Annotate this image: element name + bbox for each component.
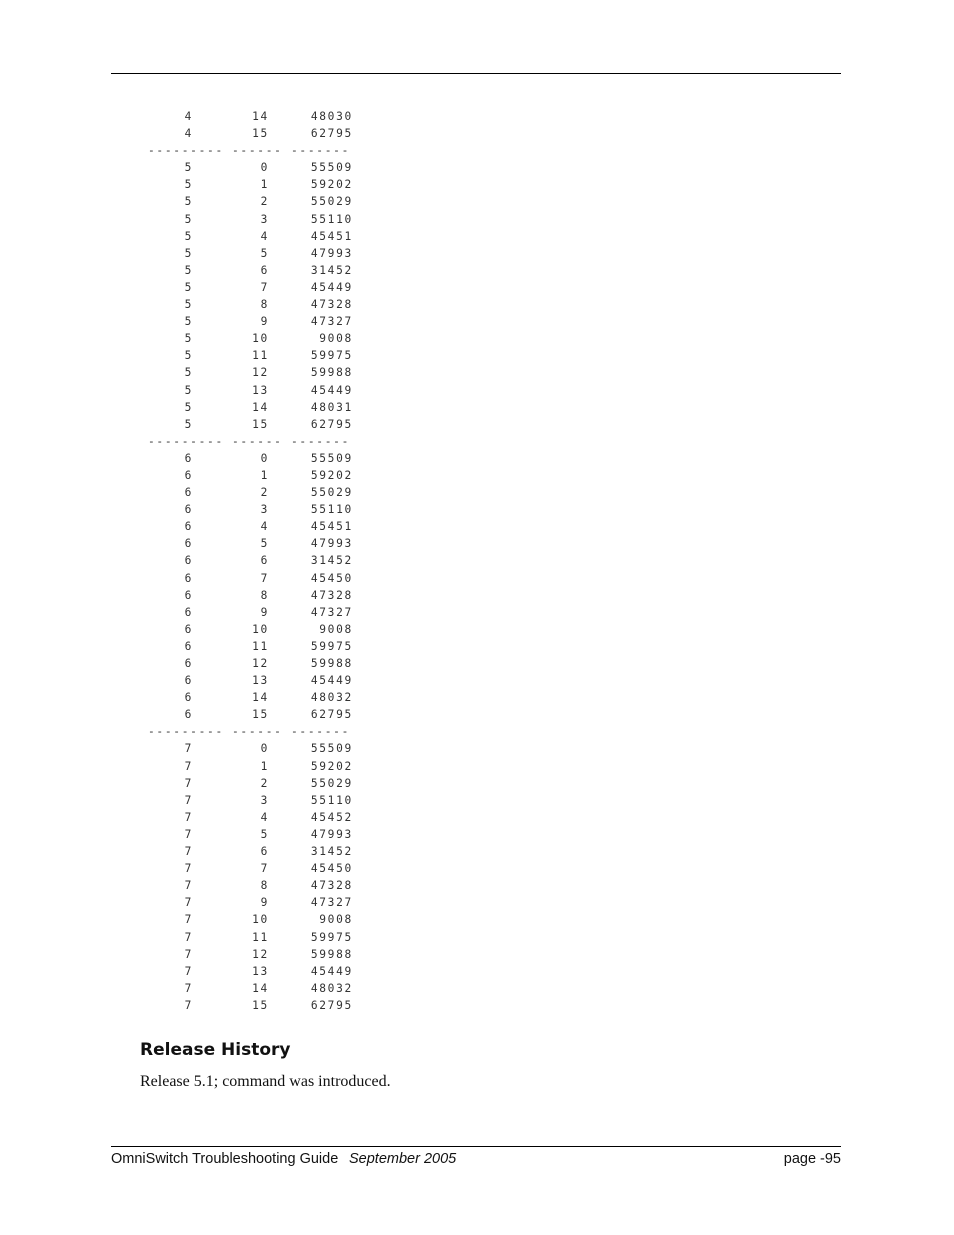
value-cell: 47993 xyxy=(310,537,353,551)
table-row xyxy=(148,296,358,313)
index-cell: 5 xyxy=(260,537,269,551)
slot-cell: 7 xyxy=(184,845,193,859)
table-row xyxy=(148,279,358,296)
value-cell: 59202 xyxy=(310,178,353,192)
index-cell: 6 xyxy=(260,554,269,568)
value-cell: 9008 xyxy=(319,332,353,346)
value-cell: 48032 xyxy=(310,981,353,995)
index-cell: 15 xyxy=(252,127,269,141)
index-cell: 10 xyxy=(252,622,269,636)
slot-cell: 5 xyxy=(184,366,193,380)
index-cell: 0 xyxy=(260,451,269,465)
value-cell: 45451 xyxy=(310,520,353,534)
slot-cell: 6 xyxy=(184,588,193,602)
value-cell: 45451 xyxy=(310,229,353,243)
value-cell: 45449 xyxy=(310,674,353,688)
table-row xyxy=(148,399,358,416)
slot-cell: 5 xyxy=(184,195,193,209)
index-cell: 10 xyxy=(252,332,269,346)
header-rule xyxy=(111,73,841,74)
table-row xyxy=(148,364,358,381)
table-row xyxy=(148,176,358,193)
index-cell: 0 xyxy=(260,742,269,756)
index-cell: 7 xyxy=(260,571,269,585)
index-cell: 15 xyxy=(252,417,269,431)
value-cell: 45449 xyxy=(310,964,353,978)
slot-cell: 5 xyxy=(184,400,193,414)
table-row xyxy=(148,946,358,963)
slot-cell: 6 xyxy=(184,691,193,705)
value-cell: 45449 xyxy=(310,280,353,294)
index-cell: 6 xyxy=(260,263,269,277)
slot-cell: 7 xyxy=(184,981,193,995)
slot-cell: 6 xyxy=(184,554,193,568)
index-cell: 7 xyxy=(260,862,269,876)
index-cell: 7 xyxy=(260,280,269,294)
index-cell: 12 xyxy=(252,366,269,380)
value-cell: 59975 xyxy=(310,930,353,944)
page-footer xyxy=(111,1151,841,1171)
value-cell: 59202 xyxy=(310,759,353,773)
value-cell: 47328 xyxy=(310,588,353,602)
value-cell: 47328 xyxy=(310,879,353,893)
value-cell: 59988 xyxy=(310,657,353,670)
slot-cell: 5 xyxy=(184,178,193,192)
table-row xyxy=(148,587,358,604)
table-row xyxy=(148,108,358,125)
separator-line xyxy=(148,433,358,450)
table-row xyxy=(148,809,358,826)
slot-cell: 7 xyxy=(184,862,193,876)
slot-cell: 7 xyxy=(184,879,193,893)
slot-cell: 7 xyxy=(184,827,193,841)
slot-cell: 6 xyxy=(184,520,193,534)
separator-dashes: ------- xyxy=(291,725,351,739)
table-row xyxy=(148,211,358,228)
slot-cell: 7 xyxy=(184,998,193,1012)
slot-cell: 5 xyxy=(184,263,193,277)
slot-cell: 7 xyxy=(184,776,193,790)
table-row xyxy=(148,792,358,809)
table-row xyxy=(148,997,358,1014)
table-row xyxy=(148,706,358,723)
table-row xyxy=(148,877,358,894)
table-row xyxy=(148,535,358,552)
table-row xyxy=(148,416,358,433)
value-cell: 55509 xyxy=(310,161,353,175)
slot-cell: 4 xyxy=(184,110,193,123)
table-row xyxy=(148,604,358,621)
index-cell: 6 xyxy=(260,845,269,859)
table-row xyxy=(148,826,358,843)
index-cell: 4 xyxy=(260,229,269,243)
value-cell: 55029 xyxy=(310,195,353,209)
slot-cell: 5 xyxy=(184,161,193,175)
index-cell: 14 xyxy=(252,691,269,705)
index-cell: 3 xyxy=(260,503,269,517)
slot-cell: 5 xyxy=(184,315,193,329)
value-cell: 9008 xyxy=(319,622,353,636)
value-cell: 47327 xyxy=(310,315,353,329)
table-row xyxy=(148,843,358,860)
footer-rule xyxy=(111,1146,841,1147)
index-cell: 3 xyxy=(260,212,269,226)
table-row xyxy=(148,228,358,245)
value-cell: 45450 xyxy=(310,571,353,585)
slot-cell: 6 xyxy=(184,708,193,722)
index-cell: 1 xyxy=(260,759,269,773)
value-cell: 55029 xyxy=(310,486,353,500)
table-row xyxy=(148,484,358,501)
slot-cell: 6 xyxy=(184,503,193,517)
value-cell: 62795 xyxy=(310,998,353,1012)
separator-dashes: --------- xyxy=(148,144,224,158)
slot-cell: 7 xyxy=(184,742,193,756)
table-row xyxy=(148,125,358,142)
value-cell: 55509 xyxy=(310,742,353,756)
value-cell: 48031 xyxy=(310,400,353,414)
value-cell: 62795 xyxy=(310,127,353,141)
index-cell: 12 xyxy=(252,657,269,670)
index-cell: 13 xyxy=(252,674,269,688)
index-cell: 13 xyxy=(252,964,269,978)
table-row xyxy=(148,313,358,330)
slot-cell: 6 xyxy=(184,657,193,670)
value-cell: 47327 xyxy=(310,896,353,910)
table-row xyxy=(148,330,358,347)
table-row xyxy=(148,911,358,928)
table-row xyxy=(148,621,358,638)
index-cell: 9 xyxy=(260,315,269,329)
table-row xyxy=(148,347,358,364)
slot-cell: 5 xyxy=(184,246,193,260)
table-row xyxy=(148,740,358,757)
index-cell: 5 xyxy=(260,246,269,260)
slot-cell: 7 xyxy=(184,947,193,961)
slot-cell: 4 xyxy=(184,127,193,141)
value-cell: 31452 xyxy=(310,554,353,568)
slot-cell: 5 xyxy=(184,349,193,363)
slot-cell: 5 xyxy=(184,280,193,294)
separator-dashes: --------- xyxy=(148,434,224,448)
value-cell: 31452 xyxy=(310,263,353,277)
table-row xyxy=(148,570,358,587)
table-row xyxy=(148,262,358,279)
value-cell: 55029 xyxy=(310,776,353,790)
value-cell: 31452 xyxy=(310,845,353,859)
slot-cell: 7 xyxy=(184,930,193,944)
table-row xyxy=(148,758,358,775)
value-cell: 62795 xyxy=(310,417,353,431)
separator-dashes: --------- xyxy=(148,725,224,739)
table-row xyxy=(148,518,358,535)
index-cell: 0 xyxy=(260,161,269,175)
slot-cell: 6 xyxy=(184,622,193,636)
index-cell: 3 xyxy=(260,793,269,807)
slot-cell: 6 xyxy=(184,639,193,653)
section-body-text: Release 5.1; command was introduced. xyxy=(140,1073,391,1090)
value-cell: 59202 xyxy=(310,468,353,482)
table-row xyxy=(148,894,358,911)
slot-cell: 7 xyxy=(184,913,193,927)
index-cell: 8 xyxy=(260,879,269,893)
value-cell: 59975 xyxy=(310,349,353,363)
index-cell: 15 xyxy=(252,998,269,1012)
slot-cell: 5 xyxy=(184,332,193,346)
table-row xyxy=(148,193,358,210)
table-row xyxy=(148,655,358,672)
value-cell: 55509 xyxy=(310,451,353,465)
slot-cell: 7 xyxy=(184,810,193,824)
value-cell: 47993 xyxy=(310,246,353,260)
index-cell: 11 xyxy=(252,349,269,363)
slot-cell: 7 xyxy=(184,759,193,773)
slot-cell: 7 xyxy=(184,793,193,807)
value-cell: 45450 xyxy=(310,862,353,876)
table-row xyxy=(148,980,358,997)
code-output-block xyxy=(148,108,358,1014)
index-cell: 11 xyxy=(252,930,269,944)
slot-cell: 6 xyxy=(184,605,193,619)
table-row xyxy=(148,963,358,980)
index-cell: 14 xyxy=(252,110,269,123)
value-cell: 59975 xyxy=(310,639,353,653)
value-cell: 55110 xyxy=(310,503,353,517)
index-cell: 9 xyxy=(260,605,269,619)
index-cell: 4 xyxy=(260,520,269,534)
value-cell: 59988 xyxy=(310,366,353,380)
index-cell: 2 xyxy=(260,486,269,500)
slot-cell: 5 xyxy=(184,212,193,226)
value-cell: 48032 xyxy=(310,691,353,705)
separator-dashes: ------ xyxy=(232,725,283,739)
index-cell: 1 xyxy=(260,468,269,482)
table-row xyxy=(148,159,358,176)
slot-cell: 6 xyxy=(184,486,193,500)
table-row xyxy=(148,860,358,877)
value-cell: 47993 xyxy=(310,827,353,841)
section-heading: Release History xyxy=(140,1040,291,1060)
slot-cell: 5 xyxy=(184,383,193,397)
value-cell: 62795 xyxy=(310,708,353,722)
index-cell: 2 xyxy=(260,195,269,209)
table-row xyxy=(148,638,358,655)
slot-cell: 6 xyxy=(184,451,193,465)
footer-date: September 2005 xyxy=(349,1151,457,1167)
value-cell: 55110 xyxy=(310,212,353,226)
value-cell: 48030 xyxy=(310,110,353,123)
index-cell: 4 xyxy=(260,810,269,824)
value-cell: 59988 xyxy=(310,947,353,961)
index-cell: 14 xyxy=(252,981,269,995)
index-cell: 8 xyxy=(260,298,269,312)
index-cell: 14 xyxy=(252,400,269,414)
table-row xyxy=(148,929,358,946)
table-row xyxy=(148,689,358,706)
separator-dashes: ------ xyxy=(232,144,283,158)
table-row xyxy=(148,450,358,467)
separator-line xyxy=(148,723,358,740)
table-row xyxy=(148,672,358,689)
value-cell: 55110 xyxy=(310,793,353,807)
slot-cell: 6 xyxy=(184,571,193,585)
slot-cell: 7 xyxy=(184,964,193,978)
index-cell: 10 xyxy=(252,913,269,927)
index-cell: 13 xyxy=(252,383,269,397)
index-cell: 11 xyxy=(252,639,269,653)
value-cell: 45452 xyxy=(310,810,353,824)
footer-doc-title: OmniSwitch Troubleshooting Guide xyxy=(111,1151,339,1167)
slot-cell: 7 xyxy=(184,896,193,910)
table-row xyxy=(148,775,358,792)
separator-dashes: ------- xyxy=(291,434,351,448)
table-row xyxy=(148,245,358,262)
index-cell: 1 xyxy=(260,178,269,192)
index-cell: 9 xyxy=(260,896,269,910)
separator-line xyxy=(148,142,358,159)
slot-cell: 6 xyxy=(184,537,193,551)
table-row xyxy=(148,501,358,518)
separator-dashes: ------- xyxy=(291,144,351,158)
index-cell: 12 xyxy=(252,947,269,961)
value-cell: 45449 xyxy=(310,383,353,397)
table-row xyxy=(148,382,358,399)
value-cell: 47328 xyxy=(310,298,353,312)
index-cell: 2 xyxy=(260,776,269,790)
slot-cell: 6 xyxy=(184,674,193,688)
slot-cell: 5 xyxy=(184,229,193,243)
separator-dashes: ------ xyxy=(232,434,283,448)
slot-cell: 6 xyxy=(184,468,193,482)
table-row xyxy=(148,552,358,569)
index-cell: 5 xyxy=(260,827,269,841)
slot-cell: 5 xyxy=(184,417,193,431)
footer-page-number: page -95 xyxy=(783,1151,841,1167)
slot-cell: 5 xyxy=(184,298,193,312)
index-cell: 8 xyxy=(260,588,269,602)
value-cell: 9008 xyxy=(319,913,353,927)
table-row xyxy=(148,467,358,484)
value-cell: 47327 xyxy=(310,605,353,619)
index-cell: 15 xyxy=(252,708,269,722)
